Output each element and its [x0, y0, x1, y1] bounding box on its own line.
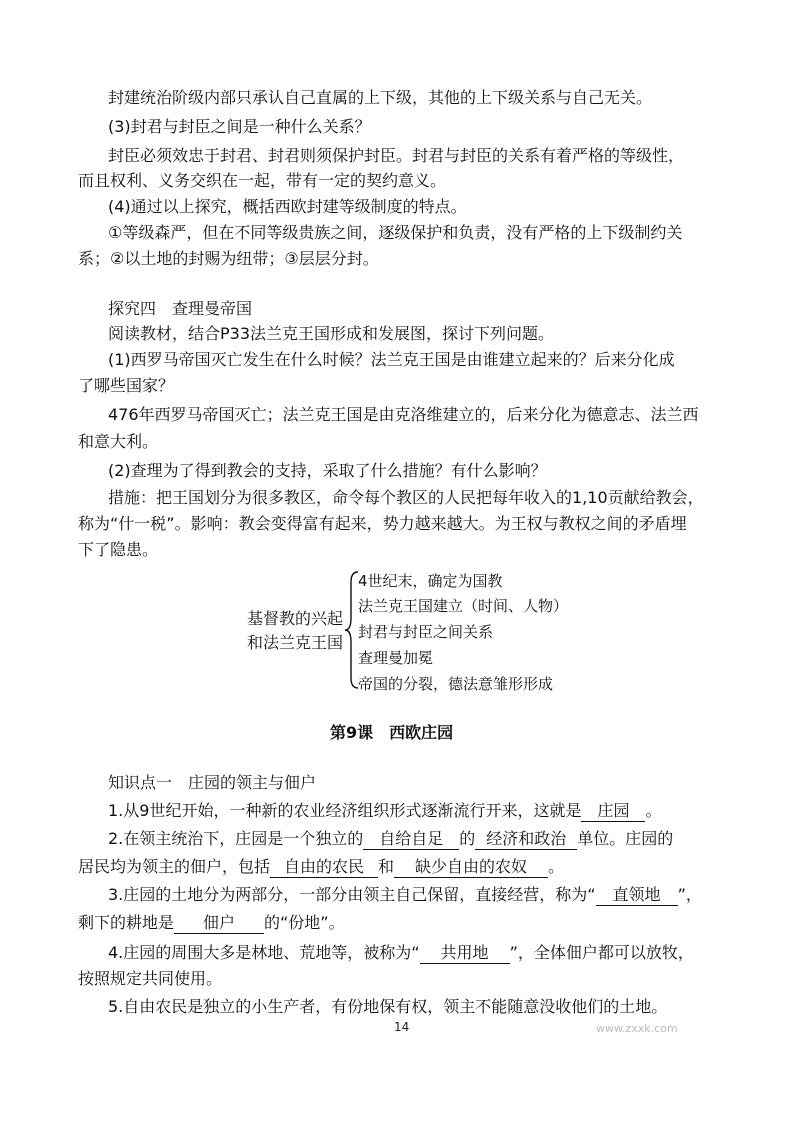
- answer-2-line2: 称为“什一税”。影响：教会变得富有起来，势力越来越大。为王权与教权之间的矛盾埋: [78, 514, 687, 533]
- item-4-line1: 4.庄园的周围大多是林地、荒地等，被称为“ 共用地 ”，全体佃户都可以放牧，: [108, 943, 694, 962]
- question-1-line2: 了哪些国家？: [78, 376, 175, 395]
- item-1: 1.从9世纪开始，一种新的农业经济组织形式逐渐流行开来，这就是 庄园 。: [108, 801, 662, 820]
- answer-2-line3: 下了隐患。: [78, 540, 159, 559]
- answer-1-line2: 和意大利。: [78, 432, 159, 451]
- diagram-root-line2: 和法兰克王国: [247, 633, 344, 652]
- question-4: (4)通过以上探究，概括西欧封建等级制度的特点。: [108, 197, 467, 216]
- question-3: (3)封君与封臣之间是一种什么关系？: [108, 117, 371, 136]
- fill-blank-answer: 自由的农民: [270, 857, 378, 878]
- fill-blank-answer: 经济和政治: [475, 829, 577, 850]
- fill-blank-answer: 共用地: [420, 943, 510, 964]
- item-5: 5.自由农民是独立的小生产者，有份地保有权，领主不能随意没收他们的土地。: [108, 997, 668, 1016]
- answer-1-line1: 476年西罗马帝国灭亡；法兰克王国是由克洛维建立的，后来分化为德意志、法兰西: [108, 405, 699, 424]
- paragraph-hierarchy-note: 封建统治阶级内部只承认自己直属的上下级，其他的上下级关系与自己无关。: [108, 88, 653, 107]
- watermark: www.zxxk.com: [596, 1022, 678, 1035]
- diagram-item: 法兰克王国建立（时间、人物）: [358, 597, 569, 615]
- fill-blank-answer: 缺少自由的农奴: [394, 857, 548, 878]
- question-1-line1: (1)西罗马帝国灭亡发生在什么时候？法兰克王国是由谁建立起来的？后来分化成: [108, 350, 675, 369]
- answer-2-line1: 措施：把王国划分为很多教区，命令每个教区的人民把每年收入的1,10贡献给教会，: [108, 488, 704, 507]
- item-2-line2: 居民均为领主的佃户，包括 自由的农民 和 缺少自由的农奴 。: [78, 857, 565, 876]
- item-3-line1: 3.庄园的土地分为两部分，一部分由领主自己保留，直接经营，称为“ 直领地 ”，: [108, 885, 702, 904]
- item-3-line2: 剩下的耕地是 佃户 的“份地”。: [78, 913, 345, 932]
- lesson-title: 第9课 西欧庄园: [330, 723, 454, 742]
- answer-3-line1: 封臣必须效忠于封君、封君则须保护封臣。封君与封臣的关系有着严格的等级性，: [108, 146, 685, 165]
- fill-blank-answer: 自给自足: [363, 829, 459, 850]
- question-2: (2)查理为了得到教会的支持，采取了什么措施？有什么影响？: [108, 461, 547, 480]
- diagram-item: 帝国的分裂，德法意雏形形成: [358, 675, 554, 693]
- fill-blank-answer: 庄园: [581, 801, 645, 822]
- item-4-line2: 按照规定共同使用。: [78, 969, 223, 988]
- answer-4-line1: ①等级森严，但在不同等级贵族之间，逐级保护和负责，没有严格的上下级制约关: [108, 223, 683, 242]
- fill-blank-answer: 直领地: [596, 885, 678, 906]
- section-heading-charlemagne: 探究四 查理曼帝国: [108, 299, 253, 318]
- reading-instruction: 阅读教材，结合P33法兰克王国形成和发展图，探讨下列问题。: [108, 324, 555, 343]
- diagram-item: 查理曼加冕: [358, 649, 434, 667]
- fill-blank-answer: 佃户: [174, 913, 264, 934]
- item-2-line1: 2.在领主统治下，庄园是一个独立的 自给自足 的 经济和政治 单位。庄园的: [108, 829, 674, 848]
- page-number: 14: [394, 1020, 410, 1034]
- answer-3-line2: 而且权利、义务交织在一起，带有一定的契约意义。: [78, 171, 447, 190]
- answer-4-line2: 系；②以土地的封赐为纽带；③层层分封。: [78, 249, 379, 268]
- diagram-item: 4世纪末，确定为国教: [358, 572, 503, 590]
- diagram-root-line1: 基督教的兴起: [247, 609, 344, 628]
- knowledge-point-heading: 知识点一 庄园的领主与佃户: [108, 773, 317, 792]
- diagram-item: 封君与封臣之间关系: [358, 623, 494, 641]
